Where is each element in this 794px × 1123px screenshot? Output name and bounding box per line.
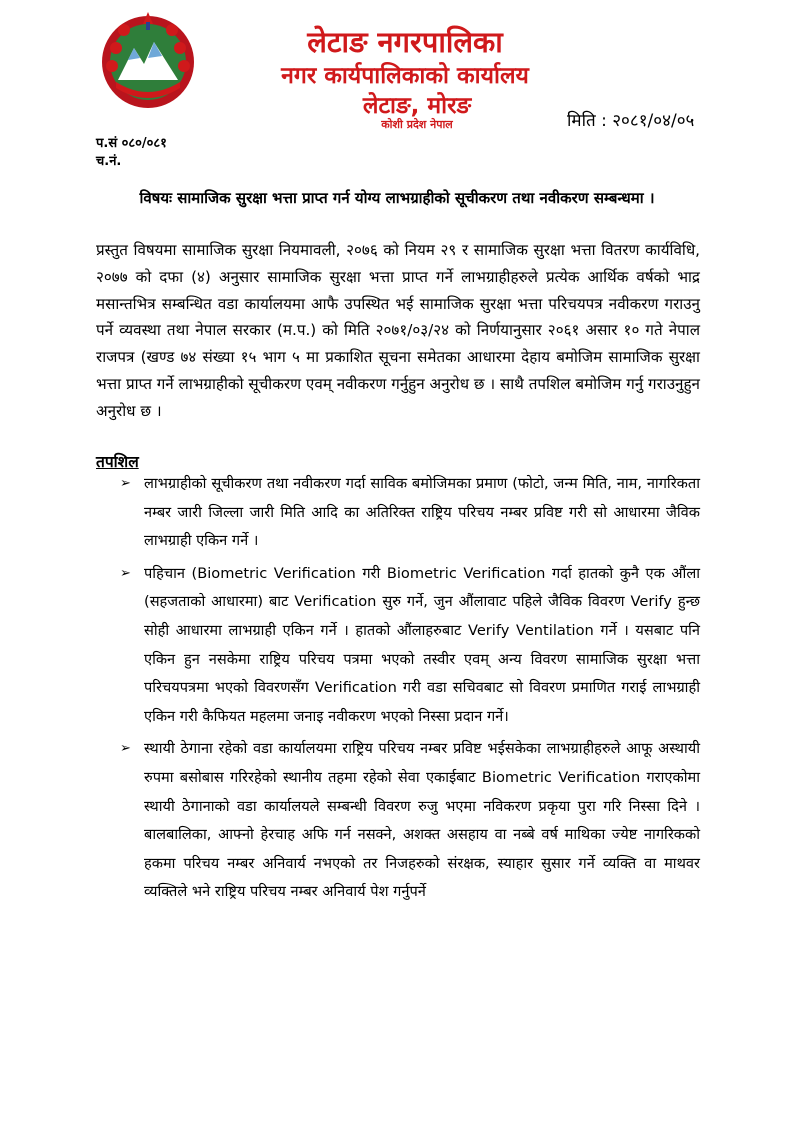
letter-subject: विषयः सामाजिक सुरक्षा भत्ता प्राप्त गर्न योग्य लाभग्राहीको सूचीकरण तथा नवीकरण सम्बन्धमा । — [139, 189, 655, 207]
details-list — [118, 470, 700, 911]
list-item-text: लाभग्राहीको सूचीकरण तथा नवीकरण गर्दा साविक बमोजिमका प्रमाण (फोटो, जन्म मिति, नाम, नागरिकता नम्बर जारी जिल्ला जारी मिति आदि का अतिरिक्त राष्ट्रिय परिचय नम्बर प्रविष्ट गरी सो आधारमा जैविक लाभग्राही एकिन गर्ने । — [144, 475, 700, 550]
reference-numbers — [96, 135, 167, 171]
dispatch-number: च.नं. — [96, 154, 122, 169]
list-item-text: पहिचान (Biometric Verification गरी Biometric Verification गर्दा हातको कुनै एक औंला (सहजताको आधारमा) बाट Verification सुरु गर्ने, जुन औंलावाट पहिले जैविक विवरण Verify हुन्छ सोही आधारमा लाभग्राही एकिन गर्ने । हातको औंलाहरुबाट Verify Ventilation गर्ने । यसबाट पनि एकिन हुन नसकेमा राष्ट्रिय परिचय पत्रमा भएको तस्वीर एवम् अन्य विवरण सामाजिक सुरक्षा भत्ता परिचयपत्रमा भएको विवरणसँग Verification गरी वडा सचिवबाट सो विवरण प्रमाणित गराई लाभग्राही एकिन गरी कैफियत महलमा जनाइ नवीकरण भएको निस्सा प्रदान गर्ने। — [144, 564, 701, 725]
arrow-bullet-icon: ➢ — [120, 476, 131, 491]
letter-date: मिति : २०८१/०४/०५ — [567, 111, 695, 131]
province-name: कोशी प्रदेश नेपाल — [381, 118, 453, 131]
fiscal-year-ref: प.सं ०८०/०८१ — [96, 136, 167, 151]
body-paragraph: प्रस्तुत विषयमा सामाजिक सुरक्षा नियमावली, २०७६ को नियम २९ र सामाजिक सुरक्षा भत्ता वितरण कार्यविधि, २०७७ को दफा (४) अनुसार सामाजिक सुरक्षा भत्ता प्राप्त गर्ने लाभग्राहीहरुले प्रत्येक आर्थिक वर्षको भाद्र मसान्तभित्र सम्बन्धित वडा कार्यालयमा आफै उपस्थित भई सामाजिक सुरक्षा भत्ता परिचयपत्र नवीकरण गराउनु पर्ने व्यवस्था तथा नेपाल सरकार (म.प.) को मिति २०७१/०३/२४ को निर्णयानुसार २०६१ असार १० गते नेपाल राजपत्र (खण्ड ७४ संख्या १५ भाग ५ मा प्रकाशित सूचना समेतका आधारमा देहाय बमोजिम सामाजिक सुरक्षा भत्ता प्राप्त गर्ने लाभग्राहीको सूचीकरण एवम् नवीकरण गर्नुहुन अनुरोध छ । साथै तपशिल बमोजिम गर्नु गराउनुहुन अनुरोध छ । — [96, 241, 700, 420]
list-item-text: स्थायी ठेगाना रहेको वडा कार्यालयमा राष्ट्रिय परिचय नम्बर प्रविष्ट भईसकेका लाभग्राहीहरुले आफू अस्थायी रुपमा बसोबास गरिरहेको स्थानीय तहमा रहेको सेवा एकाईबाट Biometric Verification गराएकोमा स्थायी ठेगानाको वडा कार्यालयले सम्बन्धी विवरण रुजु भएमा नविकरण प्रकृया पुरा गरि निस्सा दिने । बालबालिका, आफ्नो हेरचाह अफि गर्न नसक्ने, अशक्त असहाय वा नब्बे वर्ष माथिका ज्येष्ट नागरिकको हकमा परिचय नम्बर अनिवार्य नभएको तर निजहरुको संरक्षक, स्याहार सुसार गर्ने व्यक्ति वा माथवर व्यक्तिले भने राष्ट्रिय परिचय नम्बर अनिवार्य पेश गर्नुपर्ने — [144, 740, 700, 901]
office-name: नगर कार्यपालिकाको कार्यालय — [281, 63, 529, 89]
arrow-bullet-icon: ➢ — [120, 565, 131, 581]
section-title: तपशिल — [96, 453, 139, 471]
list-item — [118, 560, 700, 732]
list-item — [118, 470, 700, 556]
arrow-bullet-icon: ➢ — [120, 741, 131, 757]
office-location: लेटाङ, मोरङ — [362, 93, 472, 119]
list-item — [118, 735, 700, 907]
municipality-name: लेटाङ नगरपालिका — [307, 25, 503, 59]
